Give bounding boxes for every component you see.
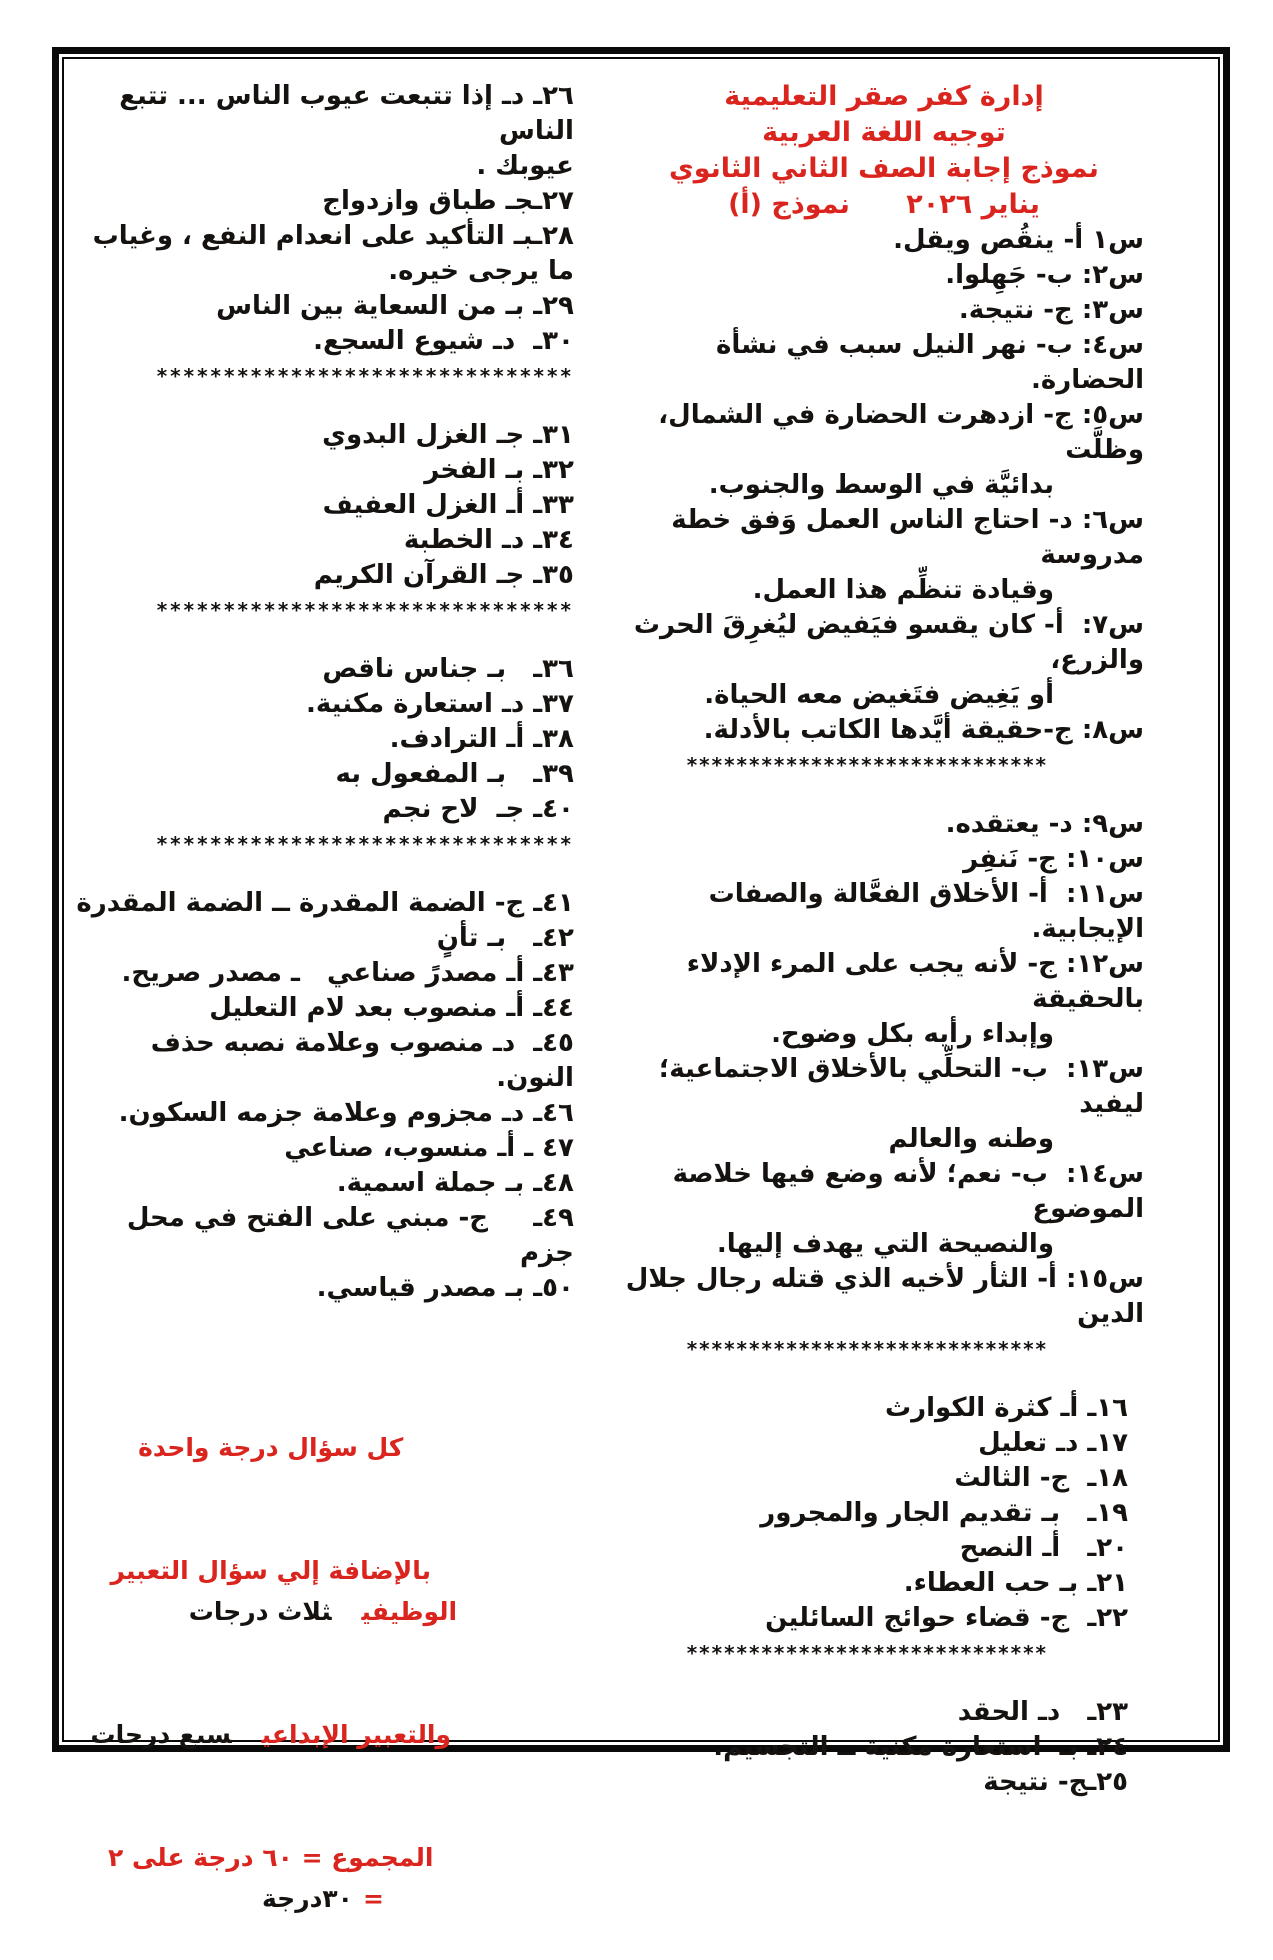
answer-line: ٣٦ـ بـ جناس ناقص	[322, 654, 574, 684]
answer-line: ٣٠ـ دـ شيوع السجع.	[313, 326, 574, 356]
answer-line: ٤١ـ ج- الضمة المقدرة ــ الضمة المقدرة	[76, 888, 574, 918]
answer-line: س١٥: أ- الثأر لأخيه الذي قتله رجال جلال الدين	[616, 1264, 1144, 1329]
section-separator: *****************************	[686, 1337, 1048, 1361]
answer-line: ٤٧ ـ أـ منسوب، صناعي	[284, 1133, 574, 1163]
grading-note-line	[72, 1386, 574, 1509]
answer-line: ٢٩ـ بـ من السعاية بين الناس	[216, 291, 574, 321]
answer-line-continuation: وإبداء رأيه بكل وضوح.	[771, 1019, 1054, 1049]
header-supervision: توجيه اللغة العربية	[762, 117, 1006, 148]
answer-line: س١٢: ج- لأنه يجب على المرء الإدلاء بالحقيقة	[677, 949, 1144, 1014]
answer-line-continuation: عيوبك .	[476, 151, 574, 181]
answer-line: ٣١ـ جـ الغزل البدوي	[322, 420, 574, 450]
answer-line: س١ أ- ينقُص ويقل.	[893, 225, 1144, 255]
grading-note-line	[72, 1509, 574, 1673]
answer-line: ٢٦ـ دـ إذا تتبعت عيوب الناس ... تتبع الناس	[110, 81, 574, 146]
grading-note-black-text: ٣٠درجة	[262, 1884, 353, 1913]
header-model-title: نموذج إجابة الصف الثاني الثانوي	[668, 153, 1099, 184]
answer-line: ١٩ـ بـ تقديم الجار والمجرور	[760, 1498, 1128, 1528]
answer-line: س٥: ج- ازدهرت الحضارة في الشمال، وظلَّت	[649, 400, 1144, 465]
left-column	[64, 79, 618, 1913]
answer-line: س٩: د- يعتقده.	[945, 809, 1144, 839]
answer-line: ٤٦ـ دـ مجزوم وعلامة جزمه السكون.	[118, 1098, 574, 1128]
page-inner-frame	[62, 57, 1220, 1913]
answer-line: ٤٤ـ أـ منصوب بعد لام التعليل	[209, 993, 574, 1023]
section-separator: *****************************	[686, 1641, 1048, 1665]
section-separator: *******************************	[156, 598, 574, 622]
answer-line: ٣٩ـ بـ المفعول به	[335, 759, 574, 789]
answer-line: ٤٩ـ ج- مبني على الفتح في محل جزم	[117, 1203, 574, 1268]
answer-line: س٤: ب- نهر النيل سبب في نشأة الحضارة.	[706, 330, 1144, 395]
section-separator: *****************************	[686, 753, 1048, 777]
answer-line: ٢٨ـبـ التأكيد على انعدام النفع ، وغياب ما يرجى خيره.	[83, 221, 574, 286]
answer-line: ٢٤ـ بـ استعارة مكنية ــ التجسيم.	[713, 1732, 1128, 1762]
grading-note	[72, 1386, 574, 1960]
answer-line: س١٤: ب- نعم؛ لأنه وضع فيها خلاصة الموضوع	[663, 1159, 1144, 1224]
answer-sheet	[64, 59, 1218, 1913]
grading-note-line	[72, 1673, 574, 1796]
answer-line: س١٠: ج- نَنفِر	[963, 844, 1144, 874]
answer-line: ٣٤ـ دـ الخطبة	[403, 525, 574, 555]
answer-line: س٨: ج-حقيقة أيَّدها الكاتب بالأدلة.	[703, 715, 1144, 745]
answer-line-continuation: وقيادة تنظِّم هذا العمل.	[752, 575, 1054, 605]
header-date-model: يناير ٢٠٢٦ نموذج (أ)	[728, 189, 1040, 220]
answer-line: ٣٥ـ جـ القرآن الكريم	[313, 560, 574, 590]
answer-line: ٤٢ـ بـ تأنٍ	[436, 923, 574, 953]
answer-line: س٢: ب- جَهِلوا.	[945, 260, 1144, 290]
answer-line: ٤٥ـ دـ منصوب وعلامة نصبه حذف النون.	[141, 1028, 574, 1093]
answer-line-continuation: بدائيَّة في الوسط والجنوب.	[708, 470, 1054, 500]
answer-line: ٣٣ـ أـ الغزل العفيف	[322, 490, 574, 520]
grading-note-black-text: سبع درجات	[90, 1720, 232, 1749]
page-border-frame	[52, 47, 1230, 1913]
answer-line: ٣٨ـ أـ الترادف.	[389, 724, 574, 754]
answer-line: ٢٢ـ ج- قضاء حوائج السائلين	[765, 1603, 1128, 1633]
answer-line-continuation: والنصيحة التي يهدف إليها.	[716, 1229, 1054, 1259]
answer-line: ٤٣ـ أـ مصدرً صناعي ـ مصدر صريح.	[121, 958, 574, 988]
answer-line: ٢١ـ بـ حب العطاء.	[903, 1568, 1128, 1598]
answer-line: ١٨ـ ج- الثالث	[954, 1463, 1128, 1493]
grading-note-red-text: المجموع = ٦٠ درجة على ٢ =	[99, 1843, 434, 1913]
answer-line: س٦: د- احتاج الناس العمل وَفق خطة مدروسة	[662, 505, 1144, 570]
answer-line: ٢٠ـ أـ النصح	[959, 1533, 1128, 1563]
answer-line: ٥٠ـ بـ مصدر قياسي.	[316, 1273, 574, 1303]
grading-note-red-text: والتعبير الإبداعي	[261, 1720, 451, 1749]
answer-line: س٧: أ- كان يقسو فيَفيض ليُغرِقَ الحرث والزرع،	[624, 610, 1144, 675]
grading-note-black-text: ثلاث درجات	[188, 1597, 332, 1626]
answer-line: ٢٥ـج- نتيجة	[983, 1767, 1128, 1797]
section-separator: *******************************	[156, 832, 574, 856]
answer-line-continuation: وطنه والعالم	[888, 1124, 1054, 1154]
answer-line: ١٦ـ أـ كثرة الكوارث	[885, 1393, 1128, 1423]
grading-note-red-text: بالإضافة إلي سؤال التعبير الوظيفي	[101, 1556, 458, 1626]
answer-line: س٣: ج- نتيجة.	[958, 295, 1144, 325]
answer-line: ٢٧ـجـ طباق وازدواج	[322, 186, 574, 216]
answer-line-continuation: أو يَغِيض فتَغيض معه الحياة.	[704, 680, 1054, 710]
answer-line: ٤٨ـ بـ جملة اسمية.	[336, 1168, 574, 1198]
right-column	[616, 79, 1218, 1797]
answer-line: ٤٠ـ جـ لاح نجم	[382, 794, 574, 824]
answer-line: س١١: أ- الأخلاق الفعَّالة والصفات الإيجابية.	[699, 879, 1144, 944]
grading-note-line	[72, 1796, 574, 1960]
answer-line: ٣٢ـ بـ الفخر	[424, 455, 574, 485]
answer-line: ٣٧ـ دـ استعارة مكنية.	[305, 689, 574, 719]
answer-line: ١٧ـ دـ تعليل	[978, 1428, 1128, 1458]
header-administration: إدارة كفر صقر التعليمية	[724, 81, 1044, 112]
grading-note-red-text: كل سؤال درجة واحدة	[138, 1433, 404, 1462]
section-separator: *******************************	[156, 364, 574, 388]
answer-line: س١٣: ب- التحلِّي بالأخلاق الاجتماعية؛ ليفيد	[649, 1054, 1144, 1119]
answer-line: ٢٣ـ دـ الحقد	[957, 1697, 1128, 1727]
